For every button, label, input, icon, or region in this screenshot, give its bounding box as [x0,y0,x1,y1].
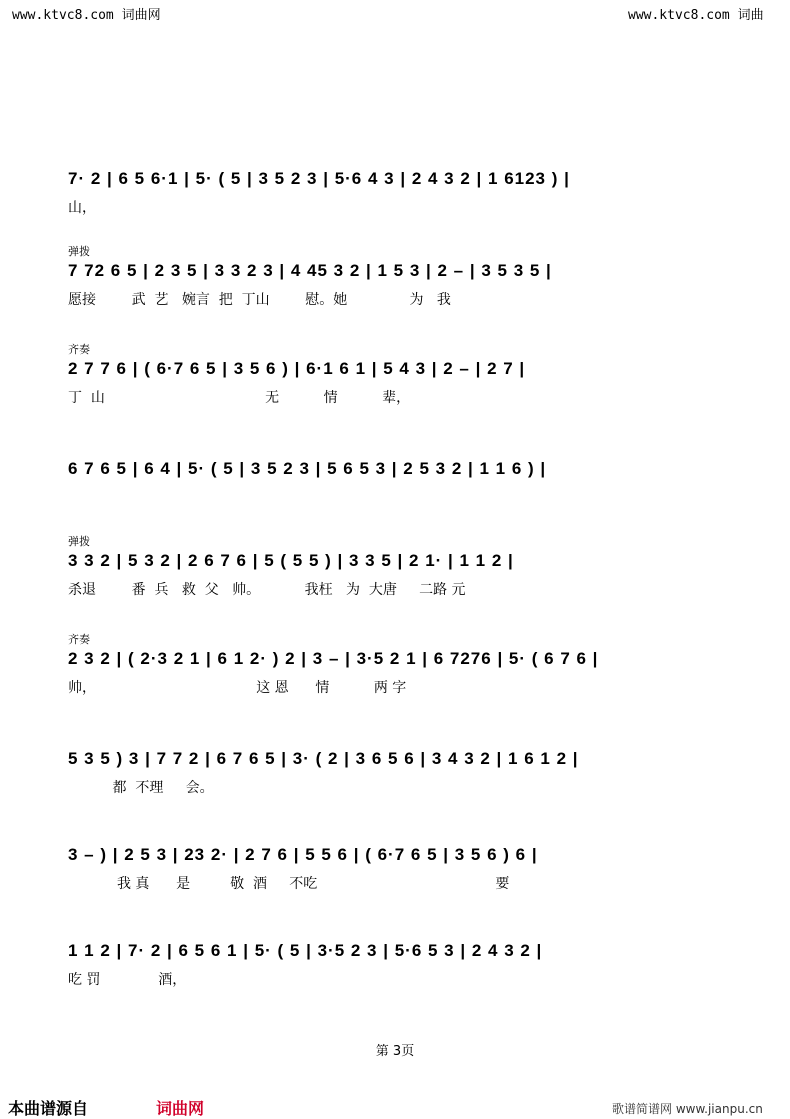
notation-line: 2 7 7 6 | ( 6·7 6 5 | 3 5 6 ) | 6·1 6 1 | 5 4 3 | 2 – | 2 7 | [68,359,526,378]
instrument-mark [68,924,730,940]
lyrics-line: 丁 山 无 情 辈， [68,390,411,406]
instrument-mark: 弹拨 [68,245,90,258]
notation-line: 7· 2 | 6 5 6·1 | 5· ( 5 | 3 5 2 3 | 5·6 4 3 | 2 4 3 2 | 1 6123 ) | [68,169,570,188]
lyrics-line: 愿接 武 艺 婉言 把 丁山 慰。她 为 我 [68,292,451,308]
instrument-mark [68,152,730,168]
notation-line: 1 1 2 | 7· 2 | 6 5 6 1 | 5· ( 5 | 3·5 2 3 | 5·6 5 3 | 2 4 3 2 | [68,941,543,960]
instrument-mark [68,442,730,458]
score-system-2 [68,244,730,310]
score-system-3 [68,342,730,408]
lyrics-line: 帅， 这 恩 情 两 字 [68,680,407,696]
lyrics-line: 吃 罚 酒， [68,972,187,988]
instrument-mark: 齐奏 [68,633,90,646]
score-system-7 [68,732,730,798]
instrument-mark [68,732,730,748]
page-number: 第 3页 [375,1044,415,1059]
notation-line: 5 3 5 ) 3 | 7 7 2 | 6 7 6 5 | 3· ( 2 | 3 6 5 6 | 3 4 3 2 | 1 6 1 2 | [68,749,579,768]
footer-right-watermark: 歌谱简谱网 www.jianpu.cn [612,1102,763,1116]
instrument-mark [68,828,730,844]
score-system-6 [68,632,730,698]
lyrics-line [68,488,730,508]
footer-site-link[interactable]: 词曲网 [156,1099,205,1118]
lyrics-line: 都 不理 会。 [68,780,214,796]
footer-source-label: 本曲谱源自 [8,1099,89,1118]
watermark-left: www.ktvc8.com 词曲网 [12,8,161,23]
lyrics-line: 我 真 是 敬 酒 不吃 要 [68,876,510,892]
lyrics-line: 杀退 番 兵 救 父 帅。 我枉 为 大唐 二路 元 [68,582,466,598]
score-system-9 [68,924,730,990]
lyrics-line: 山， [68,200,96,216]
notation-line: 6 7 6 5 | 6 4 | 5· ( 5 | 3 5 2 3 | 5 6 5 3 | 2 5 3 2 | 1 1 6 ) | [68,459,547,478]
instrument-mark: 齐奏 [68,343,90,356]
instrument-mark: 弹拨 [68,535,90,548]
notation-line: 2 3 2 | ( 2·3 2 1 | 6 1 2· ) 2 | 3 – | 3·5 2 1 | 6 7276 | 5· ( 6 7 6 | [68,649,599,668]
score-system-8 [68,828,730,894]
notation-line: 3 – ) | 2 5 3 | 23 2· | 2 7 6 | 5 5 6 | ( 6·7 6 5 | 3 5 6 ) 6 | [68,845,538,864]
notation-line: 3 3 2 | 5 3 2 | 2 6 7 6 | 5 ( 5 5 ) | 3 3 5 | 2 1· | 1 1 2 | [68,551,514,570]
score-system-4 [68,442,730,508]
score-system-1 [68,152,730,218]
score-system-5 [68,534,730,600]
watermark-right: www.ktvc8.com 词曲 [628,8,764,23]
notation-line: 7 72 6 5 | 2 3 5 | 3 3 2 3 | 4 45 3 2 | 1 5 3 | 2 – | 3 5 3 5 | [68,261,552,280]
